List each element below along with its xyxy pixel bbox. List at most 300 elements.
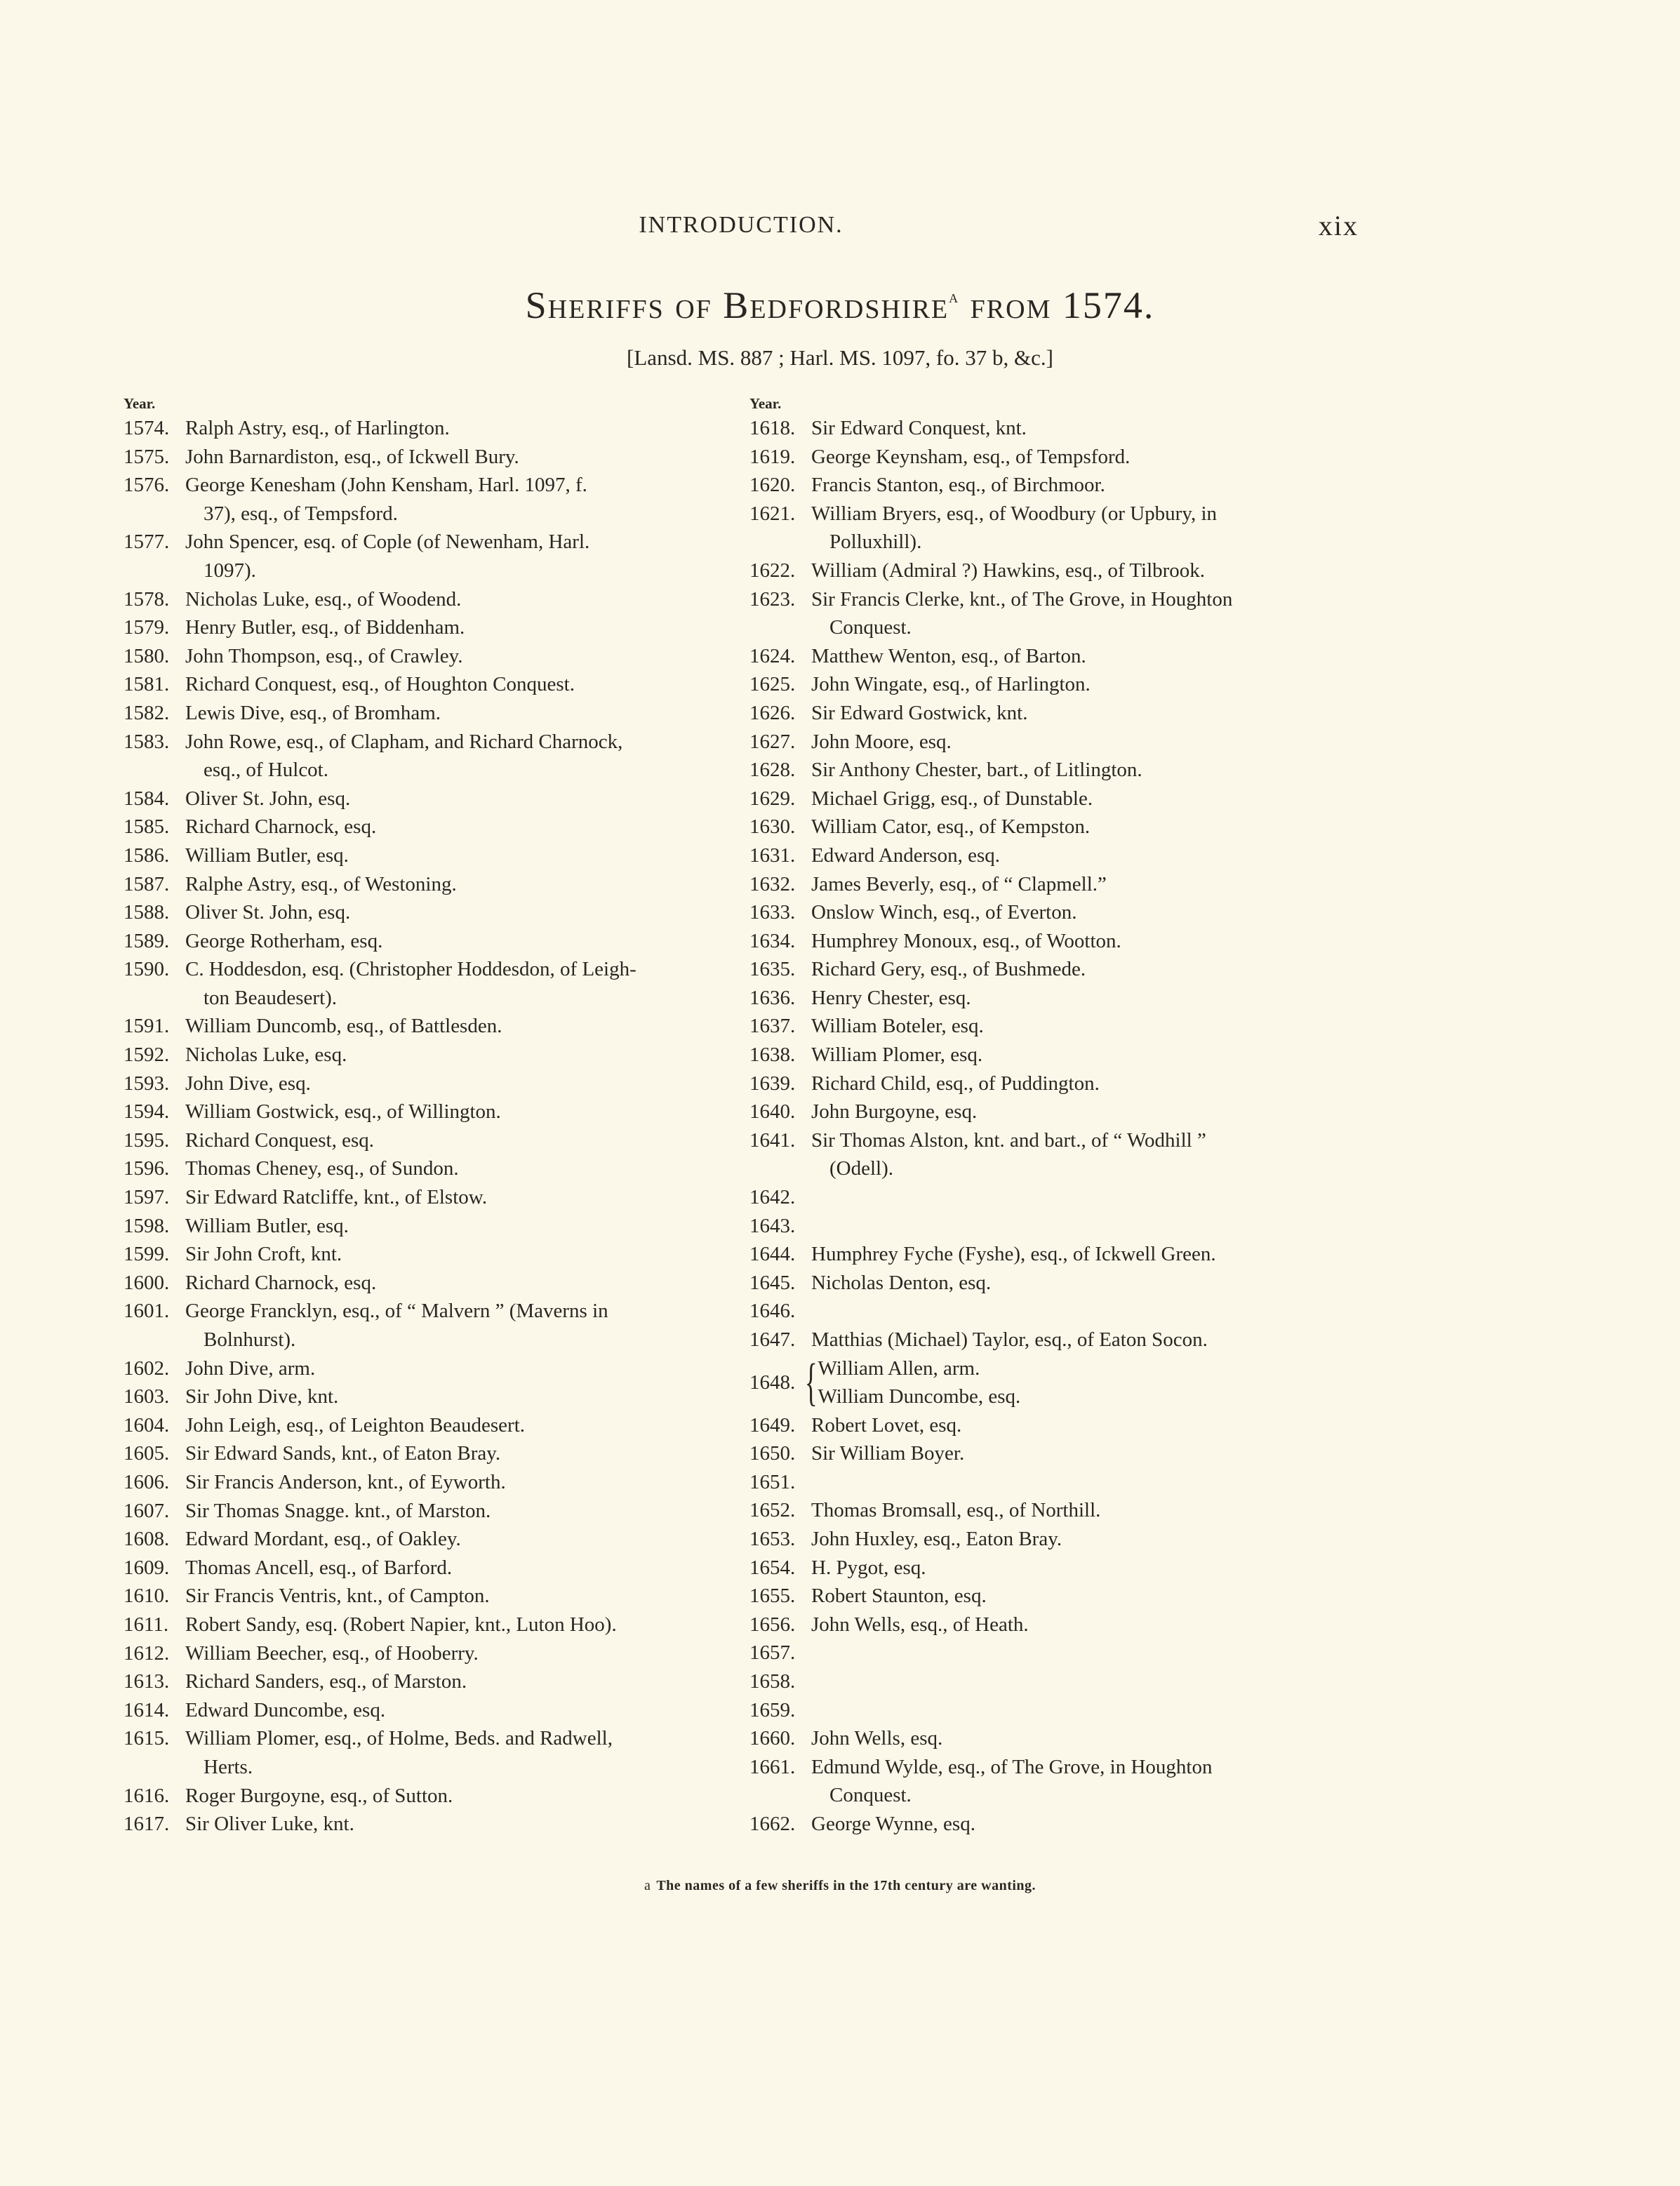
- entry-name-block: [185, 870, 734, 899]
- right-column: [749, 393, 1360, 1839]
- entry-name: Humphrey Monoux, esq., of Wootton.: [811, 929, 1121, 952]
- entry-year: 1589.: [124, 929, 170, 952]
- entry-name: Thomas Cheney, esq., of Sundon.: [185, 1157, 459, 1180]
- entry-name-block: [811, 1639, 1360, 1667]
- entry-name-block: [811, 841, 1360, 870]
- sheriff-entry: [749, 898, 1360, 927]
- entry-name: George Francklyn, esq., of “ Malvern ” (Maverns in: [185, 1300, 608, 1323]
- entry-name-block: [811, 1069, 1360, 1098]
- entry-year: 1612.: [124, 1641, 170, 1665]
- entry-year: 1582.: [124, 701, 170, 724]
- entry-year: 1631.: [749, 844, 796, 867]
- entry-name-block: [811, 1269, 1360, 1298]
- entry-name-block: [185, 1154, 734, 1183]
- sheriff-entry: [124, 1354, 734, 1383]
- entry-name: Sir Edward Sands, knt., of Eaton Bray.: [185, 1442, 501, 1465]
- entry-name-block: [811, 1724, 1360, 1753]
- sheriff-entry: [124, 898, 734, 927]
- entry-name: William Gostwick, esq., of Willington.: [185, 1100, 501, 1124]
- entry-name-block: [185, 1611, 734, 1639]
- sheriff-entry: [124, 1382, 734, 1411]
- running-title: INTRODUCTION.: [639, 212, 844, 238]
- entry-name: Richard Charnock, esq.: [185, 815, 377, 839]
- sheriff-entry: [749, 756, 1360, 785]
- sheriff-entry: [749, 1240, 1360, 1269]
- entry-name: Robert Lovet, esq.: [811, 1413, 962, 1437]
- sheriff-entry: [124, 1069, 734, 1098]
- entry-name: Edward Mordant, esq., of Oakley.: [185, 1528, 461, 1551]
- entry-year: 1607.: [124, 1499, 170, 1522]
- sheriff-entry: [749, 955, 1360, 984]
- entry-name-block: [811, 1496, 1360, 1525]
- entry-name-block: [811, 1326, 1360, 1354]
- entry-name-block: [185, 1240, 734, 1269]
- entry-name-block: [185, 1525, 734, 1554]
- entry-name-block: [811, 1183, 1360, 1212]
- entry-year: 1661.: [749, 1755, 796, 1778]
- entry-name: Sir Edward Gostwick, knt.: [811, 701, 1028, 724]
- sheriff-entry: [124, 785, 734, 813]
- entry-name: John Dive, esq.: [185, 1072, 311, 1095]
- entry-name-block: [811, 1041, 1360, 1069]
- entry-name-block: [811, 984, 1360, 1013]
- entry-name-block: [185, 1554, 734, 1582]
- sheriff-entry: [749, 1326, 1360, 1354]
- entry-name: Sir Francis Anderson, knt., of Eyworth.: [185, 1470, 506, 1493]
- sheriff-entry: [124, 1468, 734, 1497]
- sheriff-entry: [124, 1525, 734, 1554]
- entry-name-continuation: Conquest.: [829, 616, 912, 639]
- sheriff-entry: [749, 1753, 1360, 1810]
- entry-name-block: [811, 1240, 1360, 1269]
- sheriff-entry: [749, 1212, 1360, 1241]
- entry-year: 1590.: [124, 958, 170, 981]
- entry-name: Robert Staunton, esq.: [811, 1585, 987, 1608]
- entry-name: Sir Edward Conquest, knt.: [811, 417, 1027, 439]
- sheriff-entry: [124, 670, 734, 699]
- entry-name-continuation: 37), esq., of Tempsford.: [204, 502, 398, 525]
- entry-name-block: [811, 557, 1360, 585]
- entry-year: 1579.: [124, 616, 170, 639]
- sheriff-entry: [124, 841, 734, 870]
- entry-year: 1576.: [124, 474, 170, 497]
- entry-name: Ralph Astry, esq., of Harlington.: [185, 417, 450, 439]
- entry-year: 1578.: [124, 587, 170, 611]
- entry-name: William Plomer, esq., of Holme, Beds. and Radwell,: [185, 1727, 613, 1750]
- entry-name: Thomas Ancell, esq., of Barford.: [185, 1556, 453, 1579]
- entry-name-block: [185, 1269, 734, 1298]
- sheriff-entry: [124, 699, 734, 728]
- sheriff-entry: [124, 585, 734, 614]
- page-number: xix: [1318, 210, 1359, 241]
- entry-name: Richard Conquest, esq.: [185, 1128, 375, 1152]
- sheriff-entry: [749, 1611, 1360, 1639]
- entry-year: 1656.: [749, 1613, 796, 1636]
- entry-year: 1618.: [749, 417, 796, 439]
- entry-year: 1655.: [749, 1585, 796, 1608]
- sheriff-entry: [749, 1126, 1360, 1183]
- entry-name: William Allen, arm.: [818, 1357, 980, 1380]
- entry-name: Matthias (Michael) Taylor, esq., of Eaton Socon.: [811, 1328, 1208, 1351]
- sheriff-entry: [124, 1554, 734, 1582]
- sheriff-entry: [749, 557, 1360, 585]
- entry-name-block: [811, 443, 1360, 472]
- entry-name-block: [185, 642, 734, 671]
- entry-year: 1662.: [749, 1812, 796, 1835]
- entry-name-block: [185, 1354, 734, 1383]
- entry-name: William Butler, esq.: [185, 1214, 349, 1237]
- sheriff-entry: [124, 870, 734, 899]
- entry-name-block: [185, 1212, 734, 1241]
- sheriff-entry: [124, 1782, 734, 1811]
- entry-year: 1629.: [749, 787, 796, 810]
- source-citation: [Lansd. MS. 887 ; Harl. MS. 1097, fo. 37 b, &c.]: [627, 345, 1053, 370]
- entry-name-block: [811, 1525, 1360, 1554]
- left-column: [124, 393, 734, 1839]
- entry-year: 1622.: [749, 559, 796, 582]
- entry-name-block: [185, 1098, 734, 1126]
- footnote-mark: a: [644, 1878, 651, 1893]
- sheriff-entry: [124, 1183, 734, 1212]
- entry-name-block: [185, 1696, 734, 1725]
- sheriff-entry: [749, 728, 1360, 757]
- sheriff-entry: [124, 1098, 734, 1126]
- entry-name-continuation: Herts.: [204, 1755, 253, 1778]
- sheriff-entry: [124, 1012, 734, 1041]
- sheriff-entry: [124, 1667, 734, 1696]
- running-head: [124, 209, 1359, 244]
- entry-year: 1645.: [749, 1271, 796, 1294]
- entry-name-block: [811, 785, 1360, 813]
- entry-year: 1659.: [749, 1698, 796, 1721]
- entry-name: Richard Sanders, esq., of Marston.: [185, 1670, 467, 1693]
- entry-year: 1637.: [749, 1015, 796, 1038]
- entry-name-block: [185, 471, 734, 528]
- entry-name-block: [811, 728, 1360, 757]
- entry-name: Edward Anderson, esq.: [811, 844, 1001, 867]
- footnote: [0, 1878, 1680, 1894]
- entry-name-block: [811, 813, 1360, 841]
- entry-name-block: [811, 414, 1360, 443]
- sheriff-entry: [124, 1439, 734, 1468]
- sheriff-entry: [749, 1696, 1360, 1725]
- entry-year: 1635.: [749, 958, 796, 981]
- entry-name: Roger Burgoyne, esq., of Sutton.: [185, 1784, 453, 1807]
- entry-name-block: [185, 414, 734, 443]
- entry-name: Henry Chester, esq.: [811, 986, 971, 1009]
- entry-name: John Leigh, esq., of Leighton Beaudesert.: [185, 1413, 526, 1437]
- entry-name-continuation: Polluxhill).: [829, 531, 922, 554]
- entry-name-block: [185, 1411, 734, 1440]
- entry-year: 1626.: [749, 701, 796, 724]
- sheriff-entry: [749, 414, 1360, 443]
- entry-name: Matthew Wenton, esq., of Barton.: [811, 644, 1086, 667]
- entry-name: John Wells, esq.: [811, 1727, 943, 1750]
- entry-name: John Moore, esq.: [811, 730, 952, 753]
- sheriff-entry: [124, 1041, 734, 1069]
- sheriff-entry: [124, 414, 734, 443]
- entry-name-block: [185, 1012, 734, 1041]
- entry-year: 1633.: [749, 901, 796, 924]
- entry-year: 1643.: [749, 1214, 796, 1237]
- entry-name: Sir Anthony Chester, bart., of Litlington.: [811, 759, 1142, 782]
- sheriff-entry: [124, 1240, 734, 1269]
- entry-name-block: [811, 898, 1360, 927]
- entry-year: 1651.: [749, 1470, 796, 1493]
- entry-name: Nicholas Luke, esq.: [185, 1044, 347, 1067]
- entry-name-block: [811, 1297, 1360, 1326]
- entry-name: John Burgoyne, esq.: [811, 1100, 978, 1124]
- sheriff-entry: [749, 1582, 1360, 1611]
- entry-year: 1658.: [749, 1670, 796, 1693]
- entry-name-block: [185, 1183, 734, 1212]
- sheriff-entry: [749, 471, 1360, 500]
- entry-year: 1654.: [749, 1556, 796, 1579]
- entry-name: Lewis Dive, esq., of Bromham.: [185, 701, 441, 724]
- entry-year: 1600.: [124, 1271, 170, 1294]
- entry-name-block: [185, 528, 734, 585]
- entry-name-block: [811, 756, 1360, 785]
- sheriff-entry: [749, 1468, 1360, 1497]
- entry-name-block: [811, 1582, 1360, 1611]
- entry-name: Sir Edward Ratcliffe, knt., of Elstow.: [185, 1186, 488, 1209]
- sheriff-entry: [749, 443, 1360, 472]
- entry-name: C. Hoddesdon, esq. (Christopher Hoddesdon, of Leigh-: [185, 958, 636, 981]
- entry-name: Robert Sandy, esq. (Robert Napier, knt., Luton Hoo).: [185, 1613, 617, 1636]
- entry-name: Ralphe Astry, esq., of Westoning.: [185, 872, 457, 895]
- entry-year: 1601.: [124, 1300, 170, 1323]
- entry-year: 1594.: [124, 1100, 170, 1124]
- entry-year: 1616.: [124, 1784, 170, 1807]
- title-main: Sheriffs of Bedfordshire: [525, 284, 949, 326]
- sheriff-entry: [124, 728, 734, 785]
- entry-name: George Wynne, esq.: [811, 1812, 975, 1835]
- entry-year: 1638.: [749, 1044, 796, 1067]
- sheriff-entry: [749, 1269, 1360, 1298]
- entry-name: Sir John Croft, knt.: [185, 1243, 342, 1266]
- entry-name-block: [185, 1639, 734, 1668]
- entry-name: Francis Stanton, esq., of Birchmoor.: [811, 474, 1105, 497]
- entry-name: James Beverly, esq., of “ Clapmell.”: [811, 872, 1107, 895]
- entry-name-block: [811, 1810, 1360, 1839]
- entry-name-block: [185, 1497, 734, 1526]
- entry-name-block: [811, 1468, 1360, 1497]
- entry-name: William Duncomb, esq., of Battlesden.: [185, 1015, 502, 1038]
- joint-sheriffs: [804, 1354, 1360, 1412]
- sheriff-entry: [749, 1069, 1360, 1098]
- entry-year: 1595.: [124, 1128, 170, 1152]
- entry-name: Oliver St. John, esq.: [185, 787, 351, 810]
- entry-name: Richard Gery, esq., of Bushmede.: [811, 958, 1086, 981]
- entry-year: 1625.: [749, 673, 796, 696]
- sheriff-entry: [124, 1497, 734, 1526]
- year-column-header: Year.: [124, 395, 156, 412]
- sheriff-entry: [124, 1724, 734, 1781]
- sheriff-entry: [749, 1041, 1360, 1069]
- entry-year: 1652.: [749, 1499, 796, 1522]
- entry-year: 1603.: [124, 1385, 170, 1408]
- entry-year: 1611.: [124, 1613, 169, 1636]
- sheriff-entry: [749, 1183, 1360, 1212]
- entry-name-block: [185, 1069, 734, 1098]
- entry-name-block: [185, 785, 734, 813]
- entry-name: Sir Thomas Alston, knt. and bart., of “ Wodhill ”: [811, 1128, 1206, 1152]
- entry-name-block: [811, 955, 1360, 984]
- entry-name-block: [185, 1126, 734, 1155]
- sheriff-entry: [749, 1354, 1360, 1411]
- entry-year: 1575.: [124, 445, 170, 468]
- sheriff-entry: [749, 642, 1360, 671]
- entry-name-block: [185, 585, 734, 614]
- entry-year: 1623.: [749, 587, 796, 611]
- entry-name: Sir Francis Clerke, knt., of The Grove, in Houghton: [811, 587, 1233, 611]
- entry-name-block: [185, 1582, 734, 1611]
- entry-name-block: [185, 699, 734, 728]
- sheriff-entry: [124, 955, 734, 1012]
- sheriff-entry: [749, 699, 1360, 728]
- entry-name: William Cator, esq., of Kempston.: [811, 815, 1091, 839]
- sheriff-entry: [124, 1126, 734, 1155]
- sheriff-entry: [749, 1554, 1360, 1582]
- brace-icon: {: [804, 1354, 818, 1412]
- sheriff-entry: [749, 1496, 1360, 1525]
- sheriff-entry: [124, 1212, 734, 1241]
- entry-year: 1615.: [124, 1727, 170, 1750]
- sheriff-entry: [124, 1810, 734, 1839]
- entry-name-block: [811, 471, 1360, 500]
- entry-year: 1606.: [124, 1470, 170, 1493]
- entry-year: 1620.: [749, 474, 796, 497]
- entry-name-block: [811, 1696, 1360, 1725]
- entry-year: 1644.: [749, 1243, 796, 1266]
- entry-year: 1580.: [124, 644, 170, 667]
- entry-year: 1583.: [124, 730, 170, 753]
- entry-name-block: [811, 1753, 1360, 1810]
- entry-name-block: [811, 927, 1360, 956]
- entry-name-block: [185, 613, 734, 642]
- entry-name: William Butler, esq.: [185, 844, 349, 867]
- entry-year: 1598.: [124, 1214, 170, 1237]
- entry-year: 1585.: [124, 815, 170, 839]
- entry-year: 1646.: [749, 1300, 796, 1323]
- sheriff-entry: [124, 1611, 734, 1639]
- title-suffix: from 1574.: [970, 284, 1155, 326]
- sheriff-entry: [124, 528, 734, 585]
- entry-name-block: [811, 670, 1360, 699]
- entry-name-continuation: (Odell).: [829, 1157, 893, 1180]
- sheriff-entry: [124, 927, 734, 956]
- sheriff-entry: [124, 1297, 734, 1354]
- entry-year: 1574.: [124, 417, 170, 439]
- entry-year: 1642.: [749, 1186, 796, 1209]
- entry-name: Richard Charnock, esq.: [185, 1271, 377, 1294]
- entry-name: William Bryers, esq., of Woodbury (or Upbury, in: [811, 502, 1218, 525]
- entry-year: 1596.: [124, 1157, 170, 1180]
- entry-name-continuation: ton Beaudesert).: [204, 986, 338, 1009]
- sheriff-entry: [749, 1667, 1360, 1696]
- footnote-text: The names of a few sheriffs in the 17th century are wanting.: [656, 1878, 1036, 1893]
- entry-year: 1609.: [124, 1556, 170, 1579]
- entry-name-block: [185, 813, 734, 841]
- entry-name: Richard Conquest, esq., of Houghton Conquest.: [185, 673, 575, 696]
- entry-name: Onslow Winch, esq., of Everton.: [811, 901, 1077, 924]
- sheriff-entry: [749, 1639, 1360, 1667]
- entry-year: 1608.: [124, 1528, 170, 1551]
- entry-year: 1586.: [124, 844, 170, 867]
- entry-name-block: [811, 1098, 1360, 1126]
- entry-year: 1605.: [124, 1442, 170, 1465]
- entry-name: Edmund Wylde, esq., of The Grove, in Houghton: [811, 1755, 1213, 1778]
- entry-name: John Barnardiston, esq., of Ickwell Bury.: [185, 445, 519, 468]
- entry-year: 1649.: [749, 1413, 796, 1437]
- entry-year: 1584.: [124, 787, 170, 810]
- entry-name-block: [185, 670, 734, 699]
- entry-name-block: [811, 1411, 1360, 1440]
- entry-name: Sir Francis Ventris, knt., of Campton.: [185, 1585, 490, 1608]
- entry-year: 1592.: [124, 1044, 170, 1067]
- entry-year: 1639.: [749, 1072, 796, 1095]
- entry-name: William Duncombe, esq.: [818, 1385, 1021, 1408]
- entry-year: 1627.: [749, 730, 796, 753]
- entry-name-block: [811, 1012, 1360, 1041]
- entry-year: 1599.: [124, 1243, 170, 1266]
- entry-name: John Thompson, esq., of Crawley.: [185, 644, 463, 667]
- entry-year: 1591.: [124, 1015, 170, 1038]
- entry-name: John Wells, esq., of Heath.: [811, 1613, 1029, 1636]
- sheriff-entry: [749, 927, 1360, 956]
- entry-name-continuation: esq., of Hulcot.: [204, 759, 328, 782]
- entry-name-continuation: Conquest.: [829, 1784, 912, 1807]
- entry-year: 1624.: [749, 644, 796, 667]
- sheriff-entry: [749, 1439, 1360, 1468]
- entry-name-block: [811, 585, 1360, 642]
- sheriff-entry: [124, 1582, 734, 1611]
- entry-year: 1593.: [124, 1072, 170, 1095]
- entry-name: John Huxley, esq., Eaton Bray.: [811, 1527, 1062, 1550]
- entry-name-block: [185, 1468, 734, 1497]
- sheriff-entry: [124, 1639, 734, 1668]
- sheriff-entry: [749, 1411, 1360, 1440]
- entry-name-continuation: Bolnhurst).: [204, 1328, 296, 1351]
- title-footnote-mark: a: [949, 286, 960, 307]
- entry-name: John Dive, arm.: [185, 1357, 316, 1380]
- entry-name-block: [185, 1041, 734, 1069]
- entry-year: 1604.: [124, 1413, 170, 1437]
- sheriff-entry: [124, 613, 734, 642]
- entry-year: 1650.: [749, 1442, 796, 1465]
- entry-name-block: [185, 1439, 734, 1468]
- entry-year: 1630.: [749, 815, 796, 839]
- entry-year: 1628.: [749, 759, 796, 782]
- sheriff-entry: [749, 870, 1360, 899]
- entry-year: 1614.: [124, 1698, 170, 1721]
- entry-name: George Keynsham, esq., of Tempsford.: [811, 445, 1131, 468]
- sheriff-entry: [749, 813, 1360, 841]
- entry-year: 1581.: [124, 673, 170, 696]
- entry-name: William Beecher, esq., of Hooberry.: [185, 1641, 479, 1665]
- sheriff-list-left: [124, 414, 734, 1839]
- entry-name-block: [185, 1724, 734, 1781]
- entry-name-block: [811, 1611, 1360, 1639]
- entry-name-block: [811, 699, 1360, 728]
- entry-name: Sir John Dive, knt.: [185, 1385, 339, 1408]
- entry-name: Richard Child, esq., of Puddington.: [811, 1072, 1100, 1095]
- sheriff-entry: [749, 585, 1360, 642]
- entry-name: Humphrey Fyche (Fyshe), esq., of Ickwell Green.: [811, 1243, 1216, 1266]
- entry-year: 1613.: [124, 1670, 170, 1693]
- entry-name: Nicholas Denton, esq.: [811, 1271, 992, 1294]
- entry-year: 1610.: [124, 1585, 170, 1608]
